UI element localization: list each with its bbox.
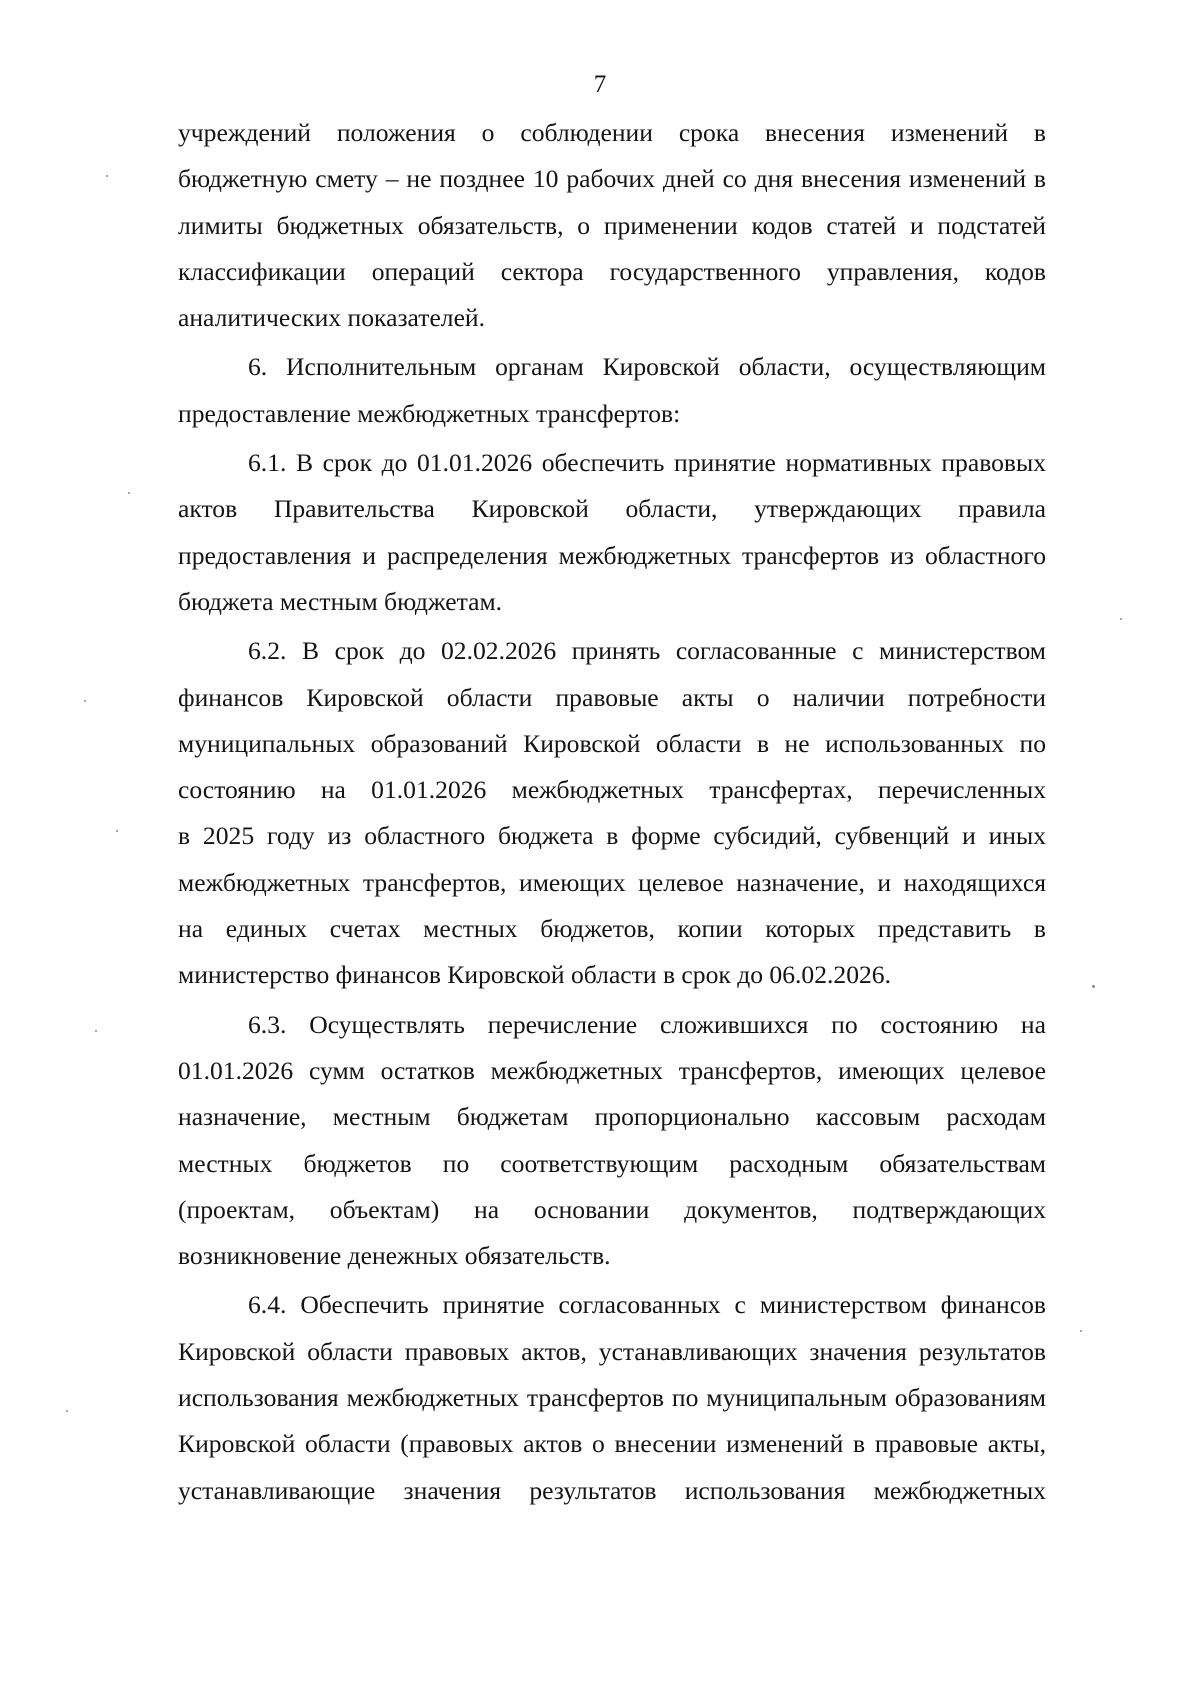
scan-speck [116,830,118,832]
text-line: (проектам, объектам) на основании документов, подтверждающих [178,1194,1046,1224]
text-line: 6. Исполнительным органам Кировской области, осуществляющим [248,352,1046,382]
text-line: финансов Кировской области правовые акты о наличии потребности [178,682,1046,712]
text-line: 6.4. Обеспечить принятие согласованных с министерством финансов [248,1290,1046,1320]
text-line: устанавливающие значения результатов использования межбюджетных [178,1475,1046,1505]
paragraph-item-6 [178,344,1046,437]
text-line: министерство финансов Кировской области в срок до 06.02.2026. [178,960,892,990]
paragraph-item-6-1 [178,440,1046,625]
text-line: назначение, местным бюджетам пропорционально кассовым расходам [178,1102,1046,1132]
text-line: 6.2. В срок до 02.02.2026 принять согласованные с министерством [248,636,1046,666]
text-line: лимиты бюджетных обязательств, о применении кодов статей и подстатей [178,210,1046,240]
text-line: предоставления и распределения межбюджетных трансфертов из областного [178,540,1046,570]
text-line: Кировской области (правовых актов о внесении изменений в правовые акты, [178,1429,1046,1459]
text-line: актов Правительства Кировской области, утверждающих правила [178,494,1046,524]
scan-speck [106,175,108,177]
page-number: 7 [593,71,607,98]
text-line: в 2025 году из областного бюджета в форме субсидий, субвенций и иных [178,821,1046,851]
text-line: предоставление межбюджетных трансфертов: [178,398,681,428]
text-line: 6.3. Осуществлять перечисление сложившихся по состоянию на [248,1009,1046,1039]
scan-speck [66,1410,68,1412]
scan-speck [1092,985,1095,988]
text-line: аналитических показателей. [178,303,486,333]
scan-speck [128,492,130,494]
text-line: на единых счетах местных бюджетов, копии которых представить в [178,914,1046,944]
text-line: бюджета местным бюджетам. [178,586,503,616]
text-line: 01.01.2026 сумм остатков межбюджетных трансфертов, имеющих целевое [178,1055,1046,1085]
text-line: возникновение денежных обязательств. [178,1241,611,1271]
paragraph-item-6-2 [178,628,1046,998]
scan-speck [1080,1330,1082,1332]
scan-speck [95,1030,97,1032]
paragraph-continuation [178,110,1046,341]
document-body [178,110,1046,1517]
text-line: бюджетную смету – не позднее 10 рабочих дней со дня внесения изменений в [178,164,1046,194]
text-line: состоянию на 01.01.2026 межбюджетных трансфертах, перечисленных [178,775,1046,805]
text-line: местных бюджетов по соответствующим расходным обязательствам [178,1148,1046,1178]
paragraph-item-6-3 [178,1002,1046,1280]
text-line: классификации операций сектора государственного управления, кодов [178,256,1046,286]
text-line: Кировской области правовых актов, устанавливающих значения результатов [178,1336,1046,1366]
text-line: учреждений положения о соблюдении срока внесения изменений в [178,118,1046,147]
paragraph-item-6-4 [178,1282,1046,1513]
text-line: муниципальных образований Кировской области в не использованных по [178,728,1046,758]
text-line: межбюджетных трансфертов, имеющих целевое назначение, и находящихся [178,867,1046,897]
text-line: использования межбюджетных трансфертов по муниципальным образованиям [178,1383,1046,1413]
text-line: 6.1. В срок до 01.01.2026 обеспечить принятие нормативных правовых [248,448,1046,478]
scan-speck [1120,618,1122,620]
scan-speck [84,700,86,702]
